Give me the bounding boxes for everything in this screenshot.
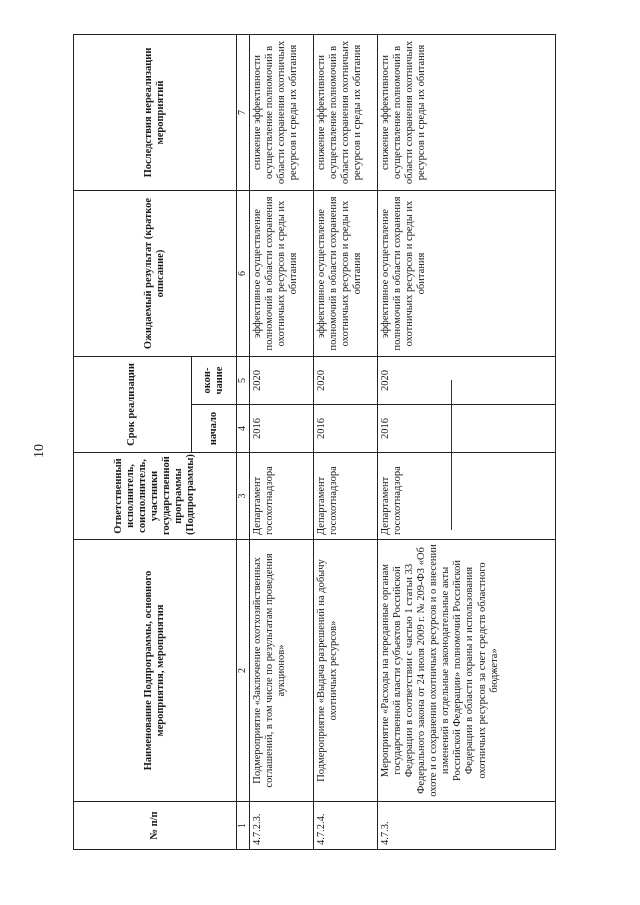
header-num: № п/п — [74, 802, 237, 850]
row-name: Подмероприятие «Выдача разрешений на добычу охотничьих ресурсов» — [314, 540, 378, 802]
row-executor: Департамент госохотнадзора — [250, 453, 314, 540]
header-consequences: Последствия нереализации мероприятий — [74, 35, 237, 191]
header-result: Ожидаемый результат (краткое описание) — [74, 191, 237, 357]
row-end: 2020 — [378, 357, 556, 405]
rotated-table-wrapper — [73, 35, 568, 850]
column-number: 3 — [237, 453, 250, 540]
header-executor: Ответственный исполнитель, соисполнитель, участники государственной программы (Подпрограммы) — [74, 453, 237, 540]
header-end: окон-чание — [192, 357, 237, 405]
header-start: начало — [192, 405, 237, 453]
row-num: 4.7.3. — [378, 802, 556, 850]
column-number: 1 — [237, 802, 250, 850]
row-start: 2016 — [378, 405, 556, 453]
column-number: 6 — [237, 191, 250, 357]
row-end: 2020 — [250, 357, 314, 405]
table-row — [378, 35, 556, 850]
column-number: 5 — [237, 357, 250, 405]
row-result: эффективное осуществление полномочий в области сохранения охотничьих ресурсов и среды их обитания — [250, 191, 314, 357]
row-consequences: снижение эффективности осуществление полномочий в области сохранения охотничьих ресурсов и среды их обитания — [378, 35, 556, 191]
row-result: эффективное осуществление полномочий в области сохранения охотничьих ресурсов и среды их обитания — [378, 191, 556, 357]
row-executor: Департамент госохотнадзора — [378, 453, 556, 540]
row-num: 4.7.2.3. — [250, 802, 314, 850]
row-name: Подмероприятие «Заключение охотхозяйственных соглашений, в том числе по результатам проведения аукционов» — [250, 540, 314, 802]
row-result: эффективное осуществление полномочий в области сохранения охотничьих ресурсов и среды их обитания — [314, 191, 378, 357]
row-consequences: снижение эффективности осуществление полномочий в области сохранения охотничьих ресурсов и среды их обитания — [314, 35, 378, 191]
row-name: Мероприятие «Расходы на переданные органам государственной власти субъектов Российской Федерации в соответствии с частью 1 статьи 33 Федерального закона от 24 июля 2009 г. № 209-ФЗ «Об охоте и о сохранении охотничьих ресурсов и о внесении изменений в отдельные законодательные акты Российской Федерации» полномочий Российской Федерации в области охраны и использования охотничьих ресурсов за счет средств областного бюджета» — [378, 540, 556, 802]
row-consequences: снижение эффективности осуществление полномочий в области сохранения охотничьих ресурсов и среды их обитания — [250, 35, 314, 191]
table-row — [314, 35, 378, 850]
row-num: 4.7.2.4. — [314, 802, 378, 850]
column-number-row — [237, 35, 250, 850]
header-period: Срок реализации — [74, 357, 192, 453]
row-start: 2016 — [314, 405, 378, 453]
row-end: 2020 — [314, 357, 378, 405]
row-start: 2016 — [250, 405, 314, 453]
column-number: 4 — [237, 405, 250, 453]
column-number: 2 — [237, 540, 250, 802]
header-name: Наименование Подпрограммы, основного мероприятия, мероприятия — [74, 540, 237, 802]
row-executor: Департамент госохотнадзора — [314, 453, 378, 540]
measures-table — [73, 34, 556, 850]
table-row — [250, 35, 314, 850]
page-number: 10 — [32, 444, 47, 458]
column-number: 7 — [237, 35, 250, 191]
